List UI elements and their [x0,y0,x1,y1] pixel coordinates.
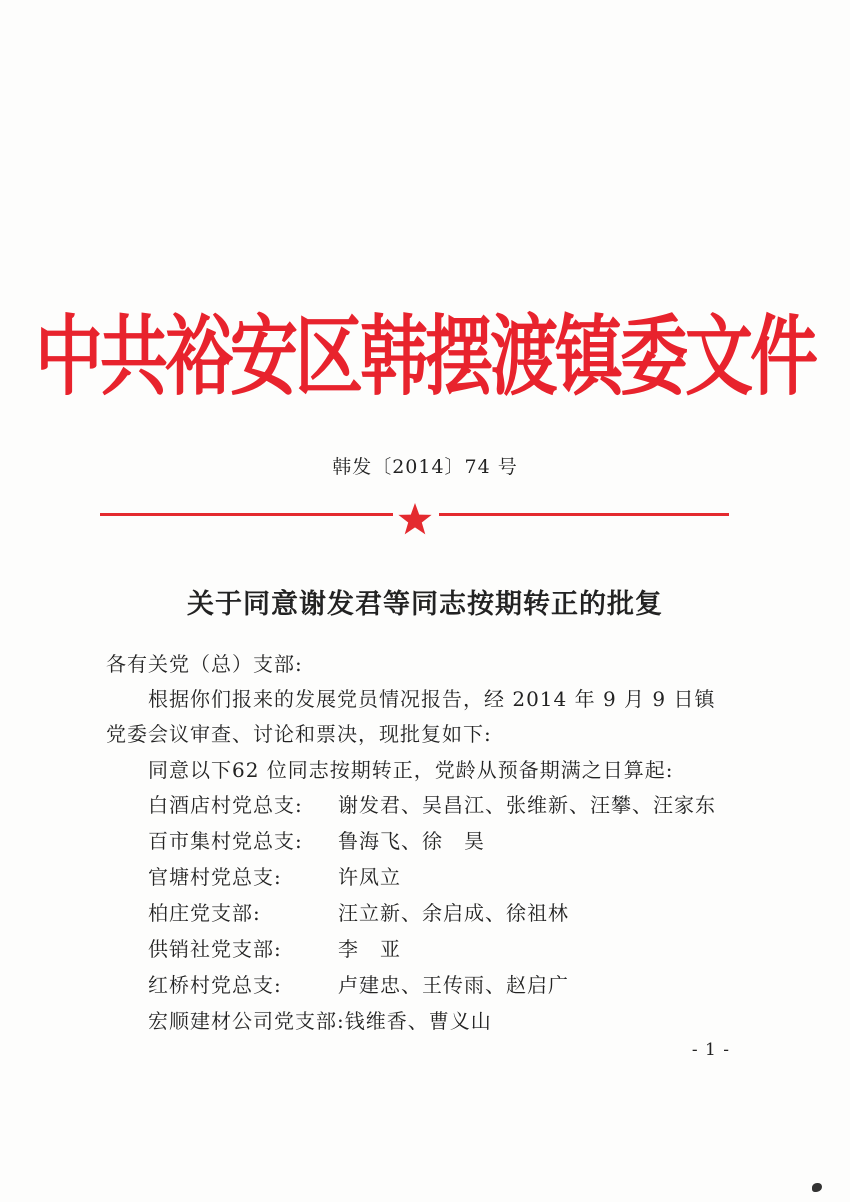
document-title: 关于同意谢发君等同志按期转正的批复 [187,589,663,620]
branch-members: 许凤立 [338,865,401,889]
salutation: 各有关党（总）支部: [106,652,303,676]
document-number: 韩发〔2014〕74 号 [332,456,518,478]
page-number: - 1 - [691,1040,730,1060]
branch-members: 汪立新、余启成、徐祖林 [338,901,569,925]
red-divider-left [100,513,393,516]
star-shape [398,503,431,534]
branch-name: 官塘村党总支: [148,865,282,889]
body-paragraph-2: 同意以下62 位同志按期转正，党龄从预备期满之日算起: [148,758,674,782]
branch-name: 柏庄党支部: [148,901,261,925]
branch-row [148,861,401,890]
document-header-title: 中共裕安区韩摆渡镇委文件 [34,307,815,409]
branch-row [148,825,485,854]
branch-row [148,933,401,962]
branch-name: 百市集村党总支: [148,829,303,853]
branch-row [148,969,569,998]
branch-name: 红桥村党总支: [148,973,282,997]
branch-members: 李 亚 [338,937,401,961]
branch-name: 宏顺建材公司党支部: [148,1009,345,1033]
body-paragraph-1-line-1: 根据你们报来的发展党员情况报告，经 2014 年 9 月 9 日镇 [148,687,716,711]
branch-row [148,789,716,818]
red-divider-right [439,513,729,516]
scan-speck [812,1183,822,1192]
body-paragraph-1-line-2: 党委会议审查、讨论和票决，现批复如下: [106,722,492,746]
branch-members: 谢发君、吴昌江、张维新、汪攀、汪家东 [338,793,716,817]
branch-name: 供销社党支部: [148,937,282,961]
branch-row [148,897,569,926]
branch-members: 钱维香、曹义山 [344,1009,492,1033]
branch-name: 白酒店村党总支: [148,793,303,817]
branch-members: 鲁海飞、徐 昊 [338,829,485,853]
branch-row [148,1005,492,1034]
red-star-icon [397,502,433,536]
branch-members: 卢建忠、王传雨、赵启广 [338,973,569,997]
